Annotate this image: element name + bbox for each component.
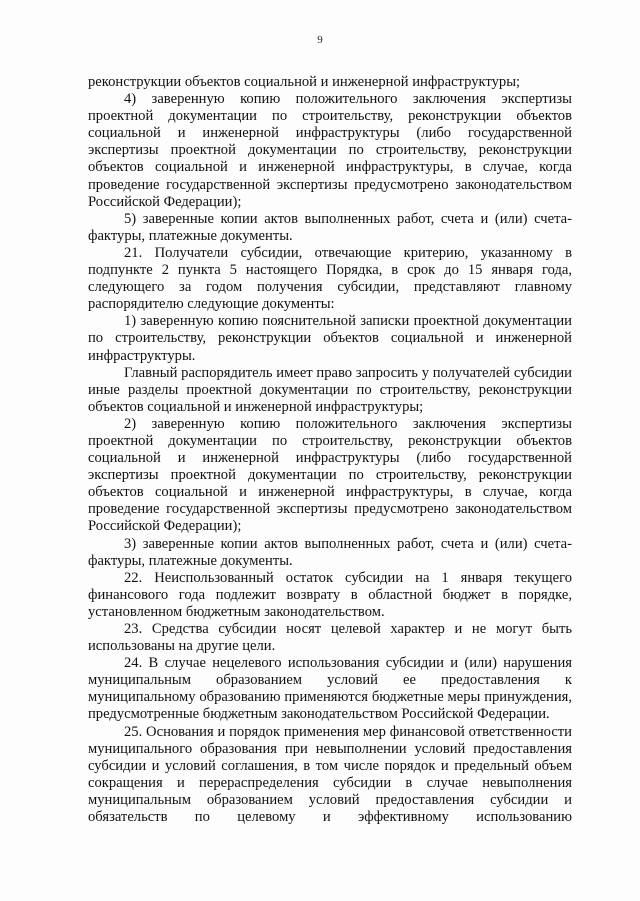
paragraph: реконструкции объектов социальной и инженерной инфраструктуры; xyxy=(88,74,521,90)
paragraph: 1) заверенную копию пояснительной записки проектной документации по строительству, реконструкции объектов социальной и инженерной инфраструктуры. xyxy=(88,313,572,364)
document-body xyxy=(88,74,572,826)
paragraph: 23. Средства субсидии носят целевой характер и не могут быть использованы на другие цели. xyxy=(88,621,572,655)
paragraph: 4) заверенную копию положительного заключения экспертизы проектной документации по строительству, реконструкции объектов социальной и инженерной инфраструктуры (либо государственной экспертизы проектной документации по строительству, реконструкции объектов социальной и инженерной инфраструктуры, в случае, когда проведение государственной экспертизы предусмотрено законодательством Российской Федерации); xyxy=(88,91,572,210)
paragraph: 21. Получатели субсидии, отвечающие критерию, указанному в подпункте 2 пункта 5 настоящего Порядка, в срок до 15 января года, следующего за годом получения субсидии, представляют главному распорядителю следующие документы: xyxy=(88,244,572,313)
paragraph: 25. Основания и порядок применения мер финансовой ответственности муниципального образования при невыполнении условий предоставления субсидии и условий соглашения, в том числе порядок и предельный объем сокращения и перераспределения субсидии в случае невыполнения муниципальным образованием условий предоставления субсидии и обязательств по целевому и эффективному использованию xyxy=(88,723,572,826)
paragraph: Главный распорядитель имеет право запросить у получателей субсидии иные разделы проектной документации по строительству, реконструкции объектов социальной и инженерной инфраструктуры; xyxy=(88,364,572,415)
paragraph: 22. Неиспользованный остаток субсидии на 1 января текущего финансового года подлежит возврату в областной бюджет в порядке, установленном бюджетным законодательством. xyxy=(88,569,572,620)
paragraph: 2) заверенную копию положительного заключения экспертизы проектной документации по строительству, реконструкции объектов социальной и инженерной инфраструктуры (либо государственной экспертизы проектной документации по строительству, реконструкции объектов социальной и инженерной инфраструктуры, в случае, когда проведение государственной экспертизы предусмотрено законодательством Российской Федерации); xyxy=(88,415,572,535)
page-number: 9 xyxy=(317,34,323,46)
paragraph: 3) заверенные копии актов выполненных работ, счета и (или) счета-фактуры, платежные документы. xyxy=(88,535,572,569)
paragraph: 5) заверенные копии актов выполненных работ, счета и (или) счета-фактуры, платежные документы. xyxy=(88,210,572,244)
paragraph: 24. В случае нецелевого использования субсидии и (или) нарушения муниципальным образованием условий ее предоставления к муниципальному образованию применяются бюджетные меры принуждения, предусмотренные бюджетным законодательством Российской Федерации. xyxy=(88,655,572,723)
